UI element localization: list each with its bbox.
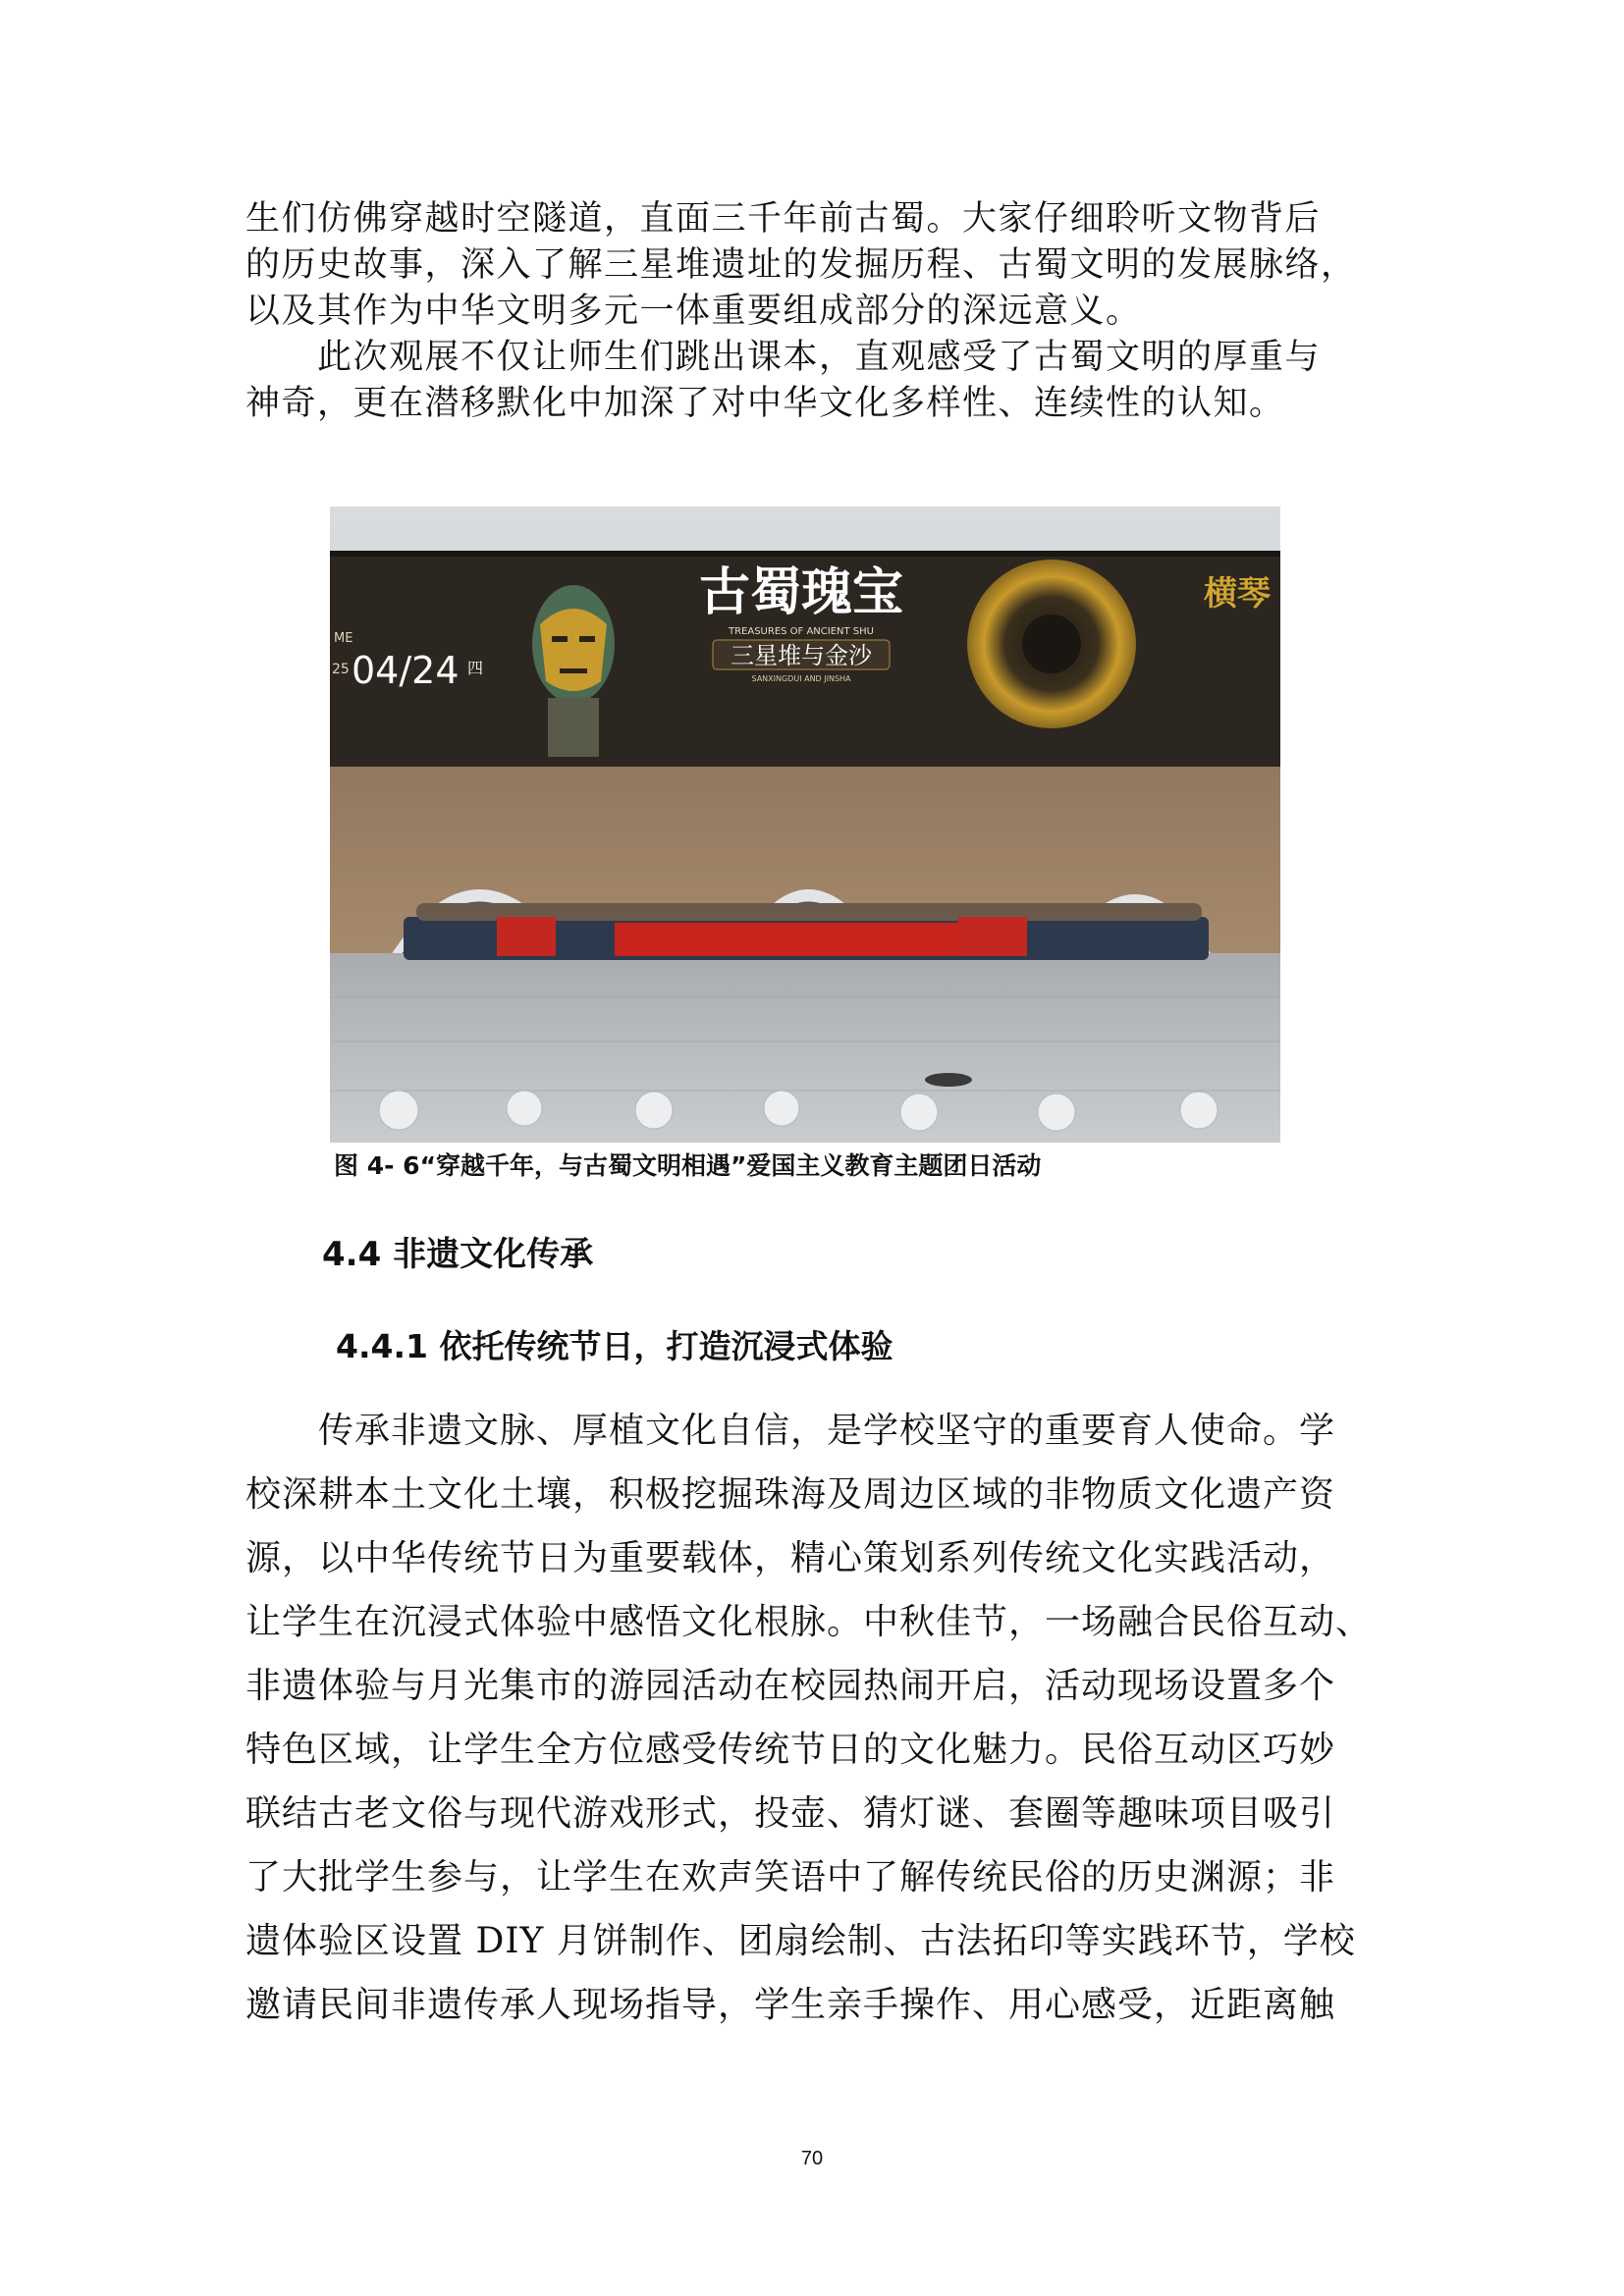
red-banner	[615, 923, 1007, 956]
billboard-date: 04/24	[352, 649, 460, 692]
billboard-time-fragment: ME	[334, 631, 353, 646]
paragraph-line: 了大批学生参与，让学生在欢声笑语中了解传统民俗的历史渊源；非	[245, 1857, 1336, 1897]
paragraph-line: 以及其作为中华文明多元一体重要组成部分的深远意义。	[245, 292, 1142, 331]
paragraph-line: 非遗体验与月光集市的游园活动在校园热闹开启，活动现场设置多个	[245, 1666, 1336, 1706]
paragraph-line: 源，以中华传统节日为重要载体，精心策划系列传统文化实践活动，	[245, 1538, 1336, 1578]
billboard-pinyin: SANXINGDUI AND JINSHA	[751, 674, 851, 683]
paragraph-line: 让学生在沉浸式体验中感悟文化根脉。中秋佳节，一场融合民俗互动、	[245, 1602, 1373, 1642]
paragraph-line: 生们仿佛穿越时空隧道，直面三千年前古蜀。大家仔细聆听文物背后	[245, 199, 1322, 239]
paragraph-line: 特色区域，让学生全方位感受传统节日的文化魅力。民俗互动区巧妙	[245, 1730, 1336, 1770]
billboard-year-fragment: 25	[332, 662, 350, 677]
page-number: 70	[800, 2148, 824, 2169]
body-paragraph	[245, 1399, 1384, 2037]
subsection-heading: 4.4.1 依托传统节日，打造沉浸式体验	[336, 1327, 893, 1365]
paragraph-line: 联结古老文俗与现代游戏形式，投壶、猜灯谜、套圈等趣味项目吸引	[245, 1793, 1336, 1834]
figure-caption: 图 4- 6“穿越千年，与古蜀文明相遇”爱国主义教育主题团日活动	[334, 1151, 1042, 1180]
gold-sun-disc-image	[967, 560, 1136, 728]
section-heading: 4.4 非遗文化传承	[322, 1235, 594, 1274]
red-flag	[958, 917, 1027, 956]
paragraph-line: 遗体验区设置 DIY 月饼制作、团扇绘制、古法拓印等实践环节，学校	[245, 1921, 1356, 1961]
billboard-subtitle-en: TREASURES OF ANCIENT SHU	[728, 626, 875, 637]
paragraph-line: 邀请民间非遗传承人现场指导，学生亲手操作、用心感受，近距离触	[245, 1985, 1336, 2025]
red-flag	[497, 917, 556, 956]
paragraph-line: 神奇，更在潜移默化中加深了对中华文化多样性、连续性的认知。	[245, 384, 1285, 423]
billboard-right-text: 横琴	[1204, 574, 1271, 614]
paragraph-line: 校深耕本土文化土壤，积极挖掘珠海及周边区域的非物质文化遗产资	[245, 1474, 1336, 1515]
intro-paragraph	[245, 196, 1384, 427]
paragraph-line: 此次观展不仅让师生们跳出课本，直观感受了古蜀文明的厚重与	[245, 338, 1322, 377]
billboard-subtitle-cn: 三星堆与金沙	[731, 642, 872, 669]
paragraph-line: 传承非遗文脉、厚植文化自信，是学校坚守的重要育人使命。学	[245, 1411, 1336, 1451]
billboard-title: 古蜀瑰宝	[698, 563, 904, 622]
billboard-weekday: 四	[467, 659, 484, 677]
group-photo	[330, 507, 1280, 1143]
paragraph-line: 的历史故事，深入了解三星堆遗址的发掘历程、古蜀文明的发展脉络，	[245, 245, 1357, 285]
